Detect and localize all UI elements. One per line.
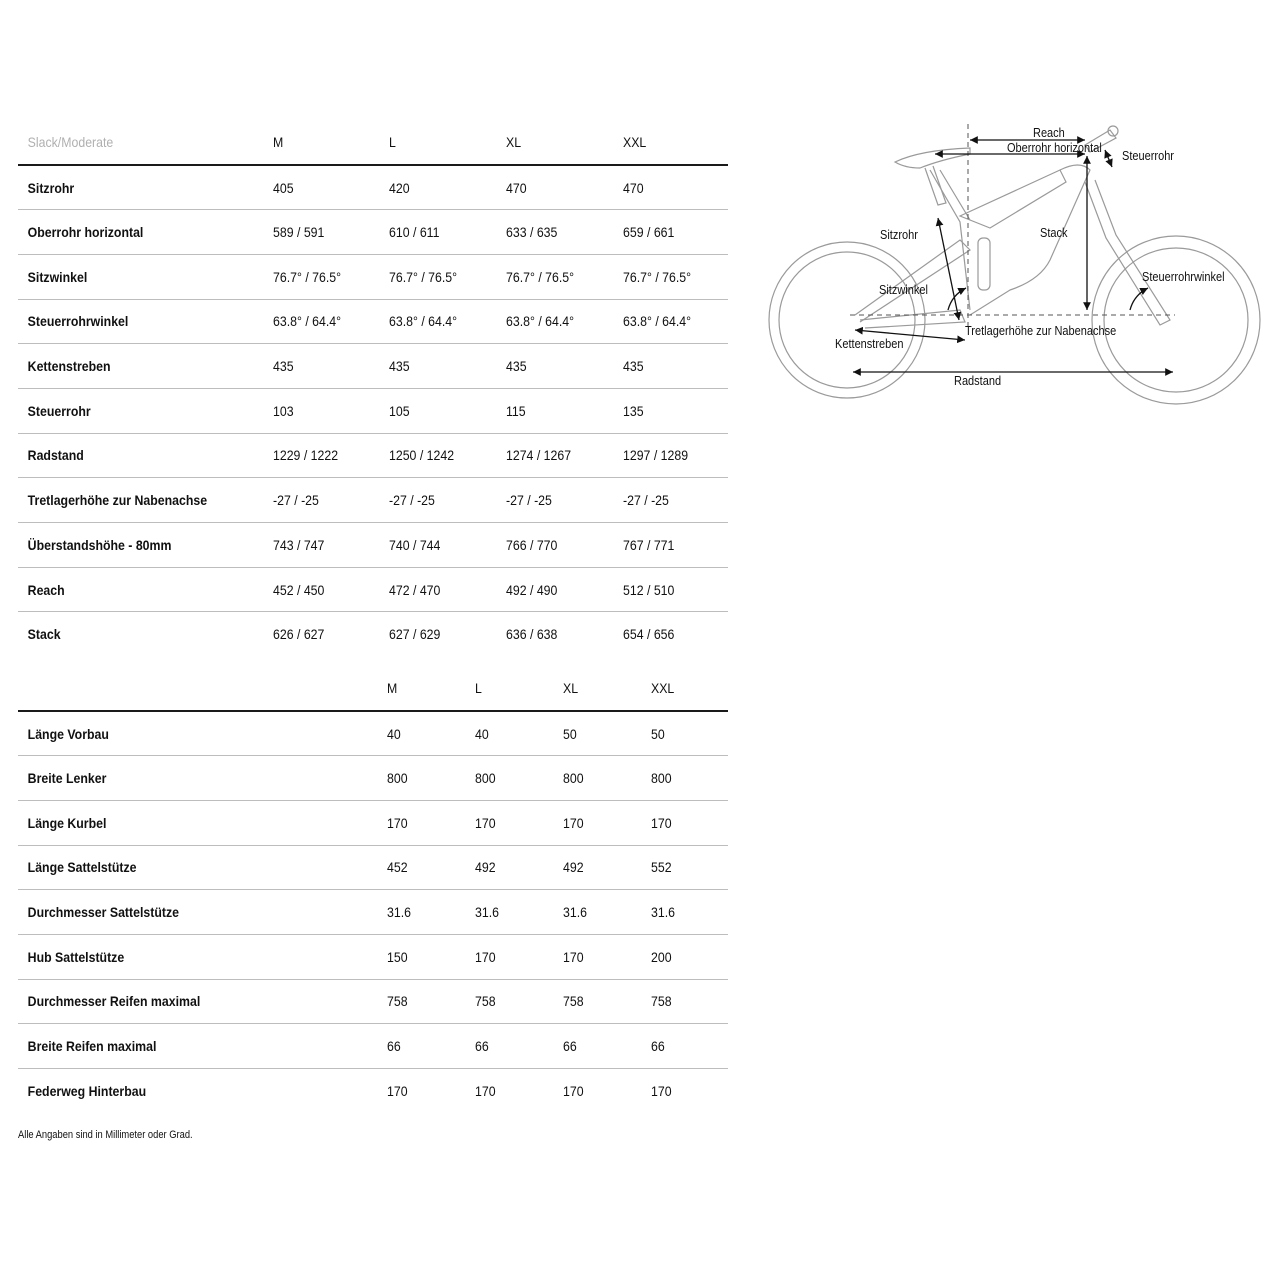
cell-value: 76.7° / 76.5° xyxy=(623,268,692,285)
chain-stay xyxy=(860,310,965,328)
mode-label: Slack/Moderate xyxy=(27,134,114,150)
label-head-angle: Steuerrohrwinkel xyxy=(1142,270,1225,284)
cell-value: 200 xyxy=(651,948,672,965)
cell-value: -27 / -25 xyxy=(506,492,552,509)
cell-value: 170 xyxy=(475,948,496,965)
table-row xyxy=(18,567,728,612)
size-header: M xyxy=(387,680,398,696)
units-footnote: Alle Angaben sind in Millimeter oder Grad. xyxy=(18,1129,193,1141)
cell-value: 766 / 770 xyxy=(506,536,558,553)
row-label: Breite Reifen maximal xyxy=(27,1038,157,1055)
cell-value: 659 / 661 xyxy=(623,224,675,241)
down-tube xyxy=(970,165,1090,315)
size-header: L xyxy=(389,134,396,150)
components-header-row xyxy=(18,666,728,711)
table-row xyxy=(18,934,728,979)
table-row xyxy=(18,165,728,210)
cell-value: -27 / -25 xyxy=(389,492,435,509)
cell-value: -27 / -25 xyxy=(273,492,319,509)
cell-value: 758 xyxy=(475,993,496,1010)
cell-value: 633 / 635 xyxy=(506,224,558,241)
seat-post xyxy=(925,166,946,205)
table-row xyxy=(18,845,728,890)
row-label: Sitzwinkel xyxy=(27,268,88,285)
label-reach: Reach xyxy=(1033,126,1065,140)
row-label: Länge Sattelstütze xyxy=(27,859,137,876)
cell-value: 435 xyxy=(623,358,644,375)
cell-value: 105 xyxy=(389,402,410,419)
cell-value: 800 xyxy=(387,770,408,787)
top-tube xyxy=(960,170,1066,228)
cell-value: 31.6 xyxy=(387,904,411,921)
label-head-tube: Steuerrohr xyxy=(1122,149,1174,163)
table-row xyxy=(18,890,728,935)
cell-value: 435 xyxy=(389,358,410,375)
cell-value: 470 xyxy=(506,179,527,196)
cell-value: 1274 / 1267 xyxy=(506,447,572,464)
cell-value: 552 xyxy=(651,859,672,876)
cell-value: 135 xyxy=(623,402,644,419)
cell-value: 66 xyxy=(563,1038,577,1055)
cell-value: 610 / 611 xyxy=(389,224,440,241)
cell-value: 512 / 510 xyxy=(623,581,675,598)
table-row xyxy=(18,210,728,255)
row-label: Oberrohr horizontal xyxy=(27,224,144,241)
label-stack: Stack xyxy=(1040,226,1068,240)
rear-wheel-inner xyxy=(779,252,915,388)
cell-value: 420 xyxy=(389,179,410,196)
mode-label xyxy=(18,666,343,711)
cell-value: 472 / 470 xyxy=(389,581,441,598)
cell-value: 435 xyxy=(506,358,527,375)
cell-value: 1297 / 1289 xyxy=(623,447,689,464)
geometry-header-row xyxy=(18,120,728,165)
cell-value: 170 xyxy=(563,948,584,965)
row-label: Steuerrohrwinkel xyxy=(27,313,129,330)
table-row xyxy=(18,800,728,845)
table-row xyxy=(18,254,728,299)
table-row xyxy=(18,478,728,523)
fork xyxy=(1085,180,1170,325)
cell-value: 435 xyxy=(273,358,294,375)
cell-value: 636 / 638 xyxy=(506,626,558,643)
cell-value: 150 xyxy=(387,948,408,965)
cell-value: 31.6 xyxy=(651,904,675,921)
cell-value: 170 xyxy=(387,1083,408,1100)
row-label: Länge Kurbel xyxy=(27,814,107,831)
rear-wheel-outer xyxy=(769,242,925,398)
cell-value: 115 xyxy=(506,402,526,419)
cell-value: 170 xyxy=(387,814,408,831)
size-header: XL xyxy=(506,134,522,150)
row-label: Länge Vorbau xyxy=(27,725,109,742)
cell-value: 767 / 771 xyxy=(623,536,675,553)
table-row xyxy=(18,299,728,344)
cell-value: 40 xyxy=(387,725,401,742)
bike-outline xyxy=(769,126,1260,404)
cell-value: 758 xyxy=(563,993,584,1010)
seat-stay xyxy=(855,240,970,322)
cell-value: 405 xyxy=(273,179,294,196)
cell-value: 76.7° / 76.5° xyxy=(506,268,575,285)
row-label: Tretlagerhöhe zur Nabenachse xyxy=(27,492,208,509)
label-chainstay: Kettenstreben xyxy=(835,337,904,351)
cell-value: 40 xyxy=(475,725,489,742)
cell-value: 76.7° / 76.5° xyxy=(389,268,458,285)
size-header: L xyxy=(475,680,482,696)
cell-value: 66 xyxy=(387,1038,401,1055)
cell-value: 492 / 490 xyxy=(506,581,558,598)
cell-value: 31.6 xyxy=(563,904,587,921)
cell-value: 740 / 744 xyxy=(389,536,441,553)
cell-value: 76.7° / 76.5° xyxy=(273,268,342,285)
cell-value: 452 xyxy=(387,859,408,876)
row-label: Radstand xyxy=(27,447,84,464)
label-wheelbase: Radstand xyxy=(954,374,1002,388)
head-tube-arrow xyxy=(1105,150,1112,167)
cell-value: 63.8° / 64.4° xyxy=(623,313,692,330)
cell-value: 743 / 747 xyxy=(273,536,325,553)
cell-value: 758 xyxy=(651,993,672,1010)
cell-value: 170 xyxy=(651,1083,672,1100)
row-label: Kettenstreben xyxy=(27,358,111,375)
table-row xyxy=(18,612,728,657)
cell-value: 1250 / 1242 xyxy=(389,447,455,464)
table-row xyxy=(18,979,728,1024)
size-header: XXL xyxy=(623,134,647,150)
row-label: Überstandshöhe - 80mm xyxy=(27,536,172,553)
cell-value: 170 xyxy=(475,1083,496,1100)
table-row xyxy=(18,344,728,389)
table-row xyxy=(18,1024,728,1069)
cell-value: 1229 / 1222 xyxy=(273,447,339,464)
cell-value: 470 xyxy=(623,179,644,196)
row-label: Hub Sattelstütze xyxy=(27,948,125,965)
row-label: Reach xyxy=(27,581,65,598)
size-header: M xyxy=(273,134,284,150)
cell-value: 103 xyxy=(273,402,294,419)
table-row xyxy=(18,388,728,433)
cell-value: 170 xyxy=(651,814,672,831)
cell-value: 170 xyxy=(563,814,584,831)
bike-geometry-diagram xyxy=(760,110,1270,420)
table-row xyxy=(18,523,728,568)
front-wheel-outer xyxy=(1092,236,1260,404)
cell-value: 492 xyxy=(563,859,584,876)
cell-value: 800 xyxy=(563,770,584,787)
cell-value: 627 / 629 xyxy=(389,626,441,643)
cell-value: 50 xyxy=(651,725,665,742)
geometry-table xyxy=(18,120,728,657)
bike-drawing xyxy=(760,110,1270,420)
table-row xyxy=(18,711,728,756)
row-label: Steuerrohr xyxy=(27,402,91,419)
saddle xyxy=(895,148,970,168)
cell-value: 50 xyxy=(563,725,577,742)
seat-angle-arc xyxy=(948,288,966,310)
cell-value: 63.8° / 64.4° xyxy=(389,313,458,330)
cell-value: 758 xyxy=(387,993,408,1010)
row-label: Sitzrohr xyxy=(27,179,75,196)
table-row xyxy=(18,433,728,478)
cell-value: 626 / 627 xyxy=(273,626,325,643)
label-top-tube: Oberrohr horizontal xyxy=(1007,141,1102,155)
label-seat-tube: Sitzrohr xyxy=(880,228,918,242)
cell-value: 654 / 656 xyxy=(623,626,675,643)
cell-value: 63.8° / 64.4° xyxy=(273,313,342,330)
cell-value: 170 xyxy=(475,814,496,831)
cell-value: 170 xyxy=(563,1083,584,1100)
row-label: Stack xyxy=(27,626,61,643)
row-label: Federweg Hinterbau xyxy=(27,1083,147,1100)
cell-value: 66 xyxy=(475,1038,489,1055)
cell-value: 800 xyxy=(475,770,496,787)
table-row xyxy=(18,1069,728,1114)
cell-value: 589 / 591 xyxy=(273,224,325,241)
rear-shock xyxy=(978,238,990,290)
cell-value: 452 / 450 xyxy=(273,581,325,598)
table-row xyxy=(18,756,728,801)
components-table xyxy=(18,666,728,1113)
cell-value: 492 xyxy=(475,859,496,876)
cell-value: 800 xyxy=(651,770,672,787)
label-bb-drop: Tretlagerhöhe zur Nabenachse xyxy=(965,324,1117,338)
size-header: XL xyxy=(563,680,579,696)
size-header: XXL xyxy=(651,680,675,696)
cell-value: 63.8° / 64.4° xyxy=(506,313,575,330)
row-label: Durchmesser Sattelstütze xyxy=(27,904,179,921)
cell-value: -27 / -25 xyxy=(623,492,669,509)
label-seat-angle: Sitzwinkel xyxy=(879,283,928,297)
cell-value: 31.6 xyxy=(475,904,499,921)
row-label: Breite Lenker xyxy=(27,770,107,787)
row-label: Durchmesser Reifen maximal xyxy=(27,993,201,1010)
cell-value: 66 xyxy=(651,1038,665,1055)
